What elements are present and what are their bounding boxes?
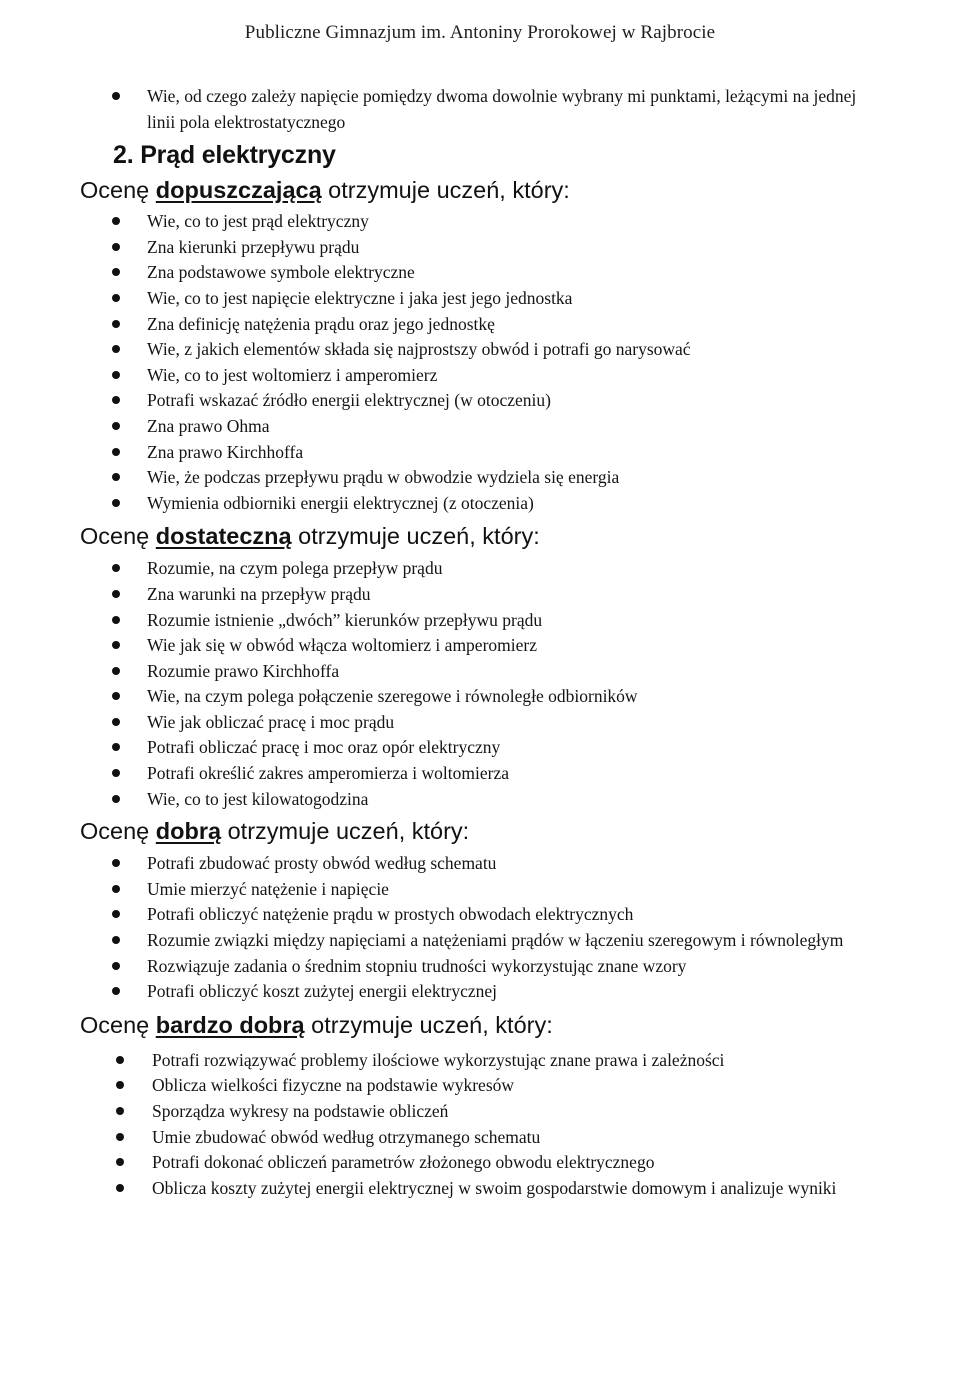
bullet-icon: [112, 769, 120, 777]
section-title: 2. Prąd elektryczny: [113, 141, 336, 170]
list-item: [80, 1150, 880, 1176]
bullet-icon: [112, 885, 120, 893]
list-item: [80, 556, 880, 582]
list-item-text: Potrafi dokonać obliczeń parametrów złożonego obwodu elektrycznego: [152, 1152, 655, 1173]
bullet-icon: [112, 422, 120, 430]
grade-heading-dopuszczajaca: [80, 173, 880, 207]
list-item-text: Zna prawo Kirchhoffa: [147, 441, 304, 462]
list-item: [80, 710, 880, 736]
list-item-text: Wie jak obliczać pracę i moc prądu: [147, 711, 395, 732]
grade-heading-dostateczna: [80, 519, 880, 553]
bullet-icon: [116, 1056, 124, 1064]
list-item-text: Wie, na czym polega połączenie szeregowe i równoległe odbiorników: [147, 686, 638, 707]
grade-heading-prefix: Ocenę: [80, 523, 156, 550]
list-item: [80, 1176, 880, 1202]
list-item-text: Wie, od czego zależy napięcie pomiędzy dwoma dowolnie wybrany mi punktami, leżącymi na jednej linii pola elektrostatycznego: [147, 86, 857, 132]
list-item: [80, 735, 880, 761]
list-item: [80, 363, 880, 389]
list-item-text: Umie mierzyć natężenie i napięcie: [147, 878, 389, 899]
list-item-text: Potrafi obliczać pracę i moc oraz opór elektryczny: [147, 737, 501, 758]
list-item: [80, 260, 880, 286]
bullet-icon: [112, 936, 120, 944]
grade-heading-dobra: [80, 814, 880, 848]
bullet-icon: [112, 859, 120, 867]
bullet-icon: [112, 987, 120, 995]
bullet-icon: [112, 217, 120, 225]
list-item-text: Potrafi wskazać źródło energii elektrycznej (w otoczeniu): [147, 390, 551, 411]
bullet-icon: [112, 320, 120, 328]
list-item: [80, 954, 880, 980]
list-item-text: Wie, co to jest napięcie elektryczne i jaka jest jego jednostka: [147, 287, 573, 308]
list-item-text: Potrafi określić zakres amperomierza i woltomierza: [147, 763, 509, 784]
list-item: [80, 235, 880, 261]
grade-heading-bardzo-dobra: [80, 1008, 880, 1042]
list-item-text: Zna podstawowe symbole elektryczne: [147, 262, 415, 283]
list-item: [80, 84, 880, 135]
grade-name: dostateczną: [155, 523, 292, 550]
grade-heading-suffix: otrzymuje uczeń, który:: [321, 177, 570, 204]
bullet-icon: [112, 590, 120, 598]
list-item: [80, 388, 880, 414]
bullet-icon: [116, 1184, 124, 1192]
list-item-text: Oblicza koszty zużytej energii elektrycznej w swoim gospodarstwie domowym i analizuje wyniki: [152, 1177, 837, 1198]
bullet-icon: [112, 473, 120, 481]
bullet-icon: [112, 962, 120, 970]
list-item: [80, 659, 880, 685]
list-item: [80, 928, 880, 954]
list-item-text: Wie, co to jest woltomierz i amperomierz: [147, 364, 438, 385]
list-item-text: Rozumie istnienie „dwóch” kierunków przepływu prądu: [147, 609, 543, 630]
list-item: [80, 1099, 880, 1125]
list-item-text: Potrafi zbudować prosty obwód według schematu: [147, 853, 497, 874]
requirements-list-bardzo-dobra: [80, 1048, 880, 1202]
bullet-icon: [112, 641, 120, 649]
list-item-text: Sporządza wykresy na podstawie obliczeń: [152, 1101, 449, 1121]
list-item: [80, 312, 880, 338]
list-item: [80, 465, 880, 491]
list-item-text: Wie jak się w obwód włącza woltomierz i amperomierz: [147, 635, 537, 656]
list-item: [80, 633, 880, 659]
list-item-text: Wie, z jakich elementów składa się najprostszy obwód i potrafi go narysować: [147, 339, 691, 360]
list-item-text: Umie zbudować obwód według otrzymanego schematu: [152, 1126, 541, 1147]
grade-heading-suffix: otrzymuje uczeń, który:: [221, 818, 470, 845]
list-item-text: Potrafi rozwiązywać problemy ilościowe wykorzystując znane prawa i zależności: [152, 1049, 725, 1070]
list-item-text: Rozumie prawo Kirchhoffa: [147, 660, 340, 681]
list-item: [80, 787, 880, 813]
bullet-icon: [112, 371, 120, 379]
list-item: [80, 414, 880, 440]
bullet-icon: [112, 345, 120, 353]
grade-name: bardzo dobrą: [155, 1011, 305, 1038]
bullet-icon: [112, 616, 120, 624]
list-item: [80, 902, 880, 928]
requirements-list-dobra: [80, 851, 880, 1005]
list-item-text: Zna prawo Ohma: [147, 415, 270, 436]
list-item: [80, 286, 880, 312]
bullet-icon: [112, 718, 120, 726]
bullet-icon: [112, 910, 120, 918]
bullet-icon: [112, 92, 120, 100]
list-item: [80, 1048, 880, 1074]
list-item-text: Potrafi obliczyć natężenie prądu w prostych obwodach elektrycznych: [147, 904, 634, 925]
list-item-text: Rozwiązuje zadania o średnim stopniu trudności wykorzystując znane wzory: [147, 955, 687, 976]
list-item: [80, 1125, 880, 1151]
bullet-icon: [112, 564, 120, 572]
list-item-text: Zna warunki na przepływ prądu: [147, 583, 371, 604]
bullet-icon: [112, 268, 120, 276]
bullet-icon: [112, 396, 120, 404]
list-item-text: Zna kierunki przepływu prądu: [147, 236, 360, 257]
requirements-list-dopuszczajaca: [80, 209, 880, 516]
grade-name: dopuszczającą: [155, 177, 322, 204]
bullet-icon: [116, 1081, 124, 1089]
list-item: [80, 608, 880, 634]
grade-heading-prefix: Ocenę: [80, 177, 156, 204]
list-item-text: Wymienia odbiorniki energii elektrycznej (z otoczenia): [147, 492, 534, 513]
list-item: [80, 491, 880, 517]
list-item-text: Oblicza wielkości fizyczne na podstawie wykresów: [152, 1075, 515, 1096]
grade-name: dobrą: [155, 818, 222, 845]
grade-heading-suffix: otrzymuje uczeń, który:: [304, 1011, 553, 1038]
list-item: [80, 440, 880, 466]
bullet-icon: [112, 743, 120, 751]
list-item: [80, 761, 880, 787]
list-item-text: Wie, co to jest prąd elektryczny: [147, 211, 369, 232]
list-item-text: Rozumie, na czym polega przepływ prądu: [147, 558, 443, 579]
list-item: [80, 979, 880, 1005]
list-item: [80, 877, 880, 903]
grade-heading-prefix: Ocenę: [80, 818, 156, 845]
bullet-icon: [112, 499, 120, 507]
list-item: [80, 851, 880, 877]
list-item: [80, 209, 880, 235]
bullet-icon: [116, 1133, 124, 1141]
list-item-text: Rozumie związki między napięciami a natężeniami prądów w łączeniu szeregowym i równoległym: [147, 930, 844, 951]
list-item: [80, 337, 880, 363]
bullet-icon: [116, 1107, 124, 1115]
bullet-icon: [112, 795, 120, 803]
list-item-text: Wie, że podczas przepływu prądu w obwodzie wydziela się energia: [147, 467, 620, 488]
intro-list: [80, 84, 880, 135]
grade-heading-prefix: Ocenę: [80, 1011, 156, 1038]
requirements-list-dostateczna: [80, 556, 880, 812]
bullet-icon: [112, 294, 120, 302]
list-item-text: Zna definicję natężenia prądu oraz jego jednostkę: [147, 313, 495, 334]
list-item: [80, 1073, 880, 1099]
document-header: Publiczne Gimnazjum im. Antoniny Prorokowej w Rajbrocie: [244, 22, 716, 43]
bullet-icon: [112, 692, 120, 700]
bullet-icon: [112, 667, 120, 675]
list-item: [80, 582, 880, 608]
bullet-icon: [112, 448, 120, 456]
list-item-text: Wie, co to jest kilowatogodzina: [147, 788, 369, 809]
bullet-icon: [112, 243, 120, 251]
document-body: [80, 84, 880, 1201]
list-item: [80, 684, 880, 710]
grade-heading-suffix: otrzymuje uczeń, który:: [291, 523, 540, 550]
list-item-text: Potrafi obliczyć koszt zużytej energii elektrycznej: [147, 981, 498, 1002]
bullet-icon: [116, 1158, 124, 1166]
